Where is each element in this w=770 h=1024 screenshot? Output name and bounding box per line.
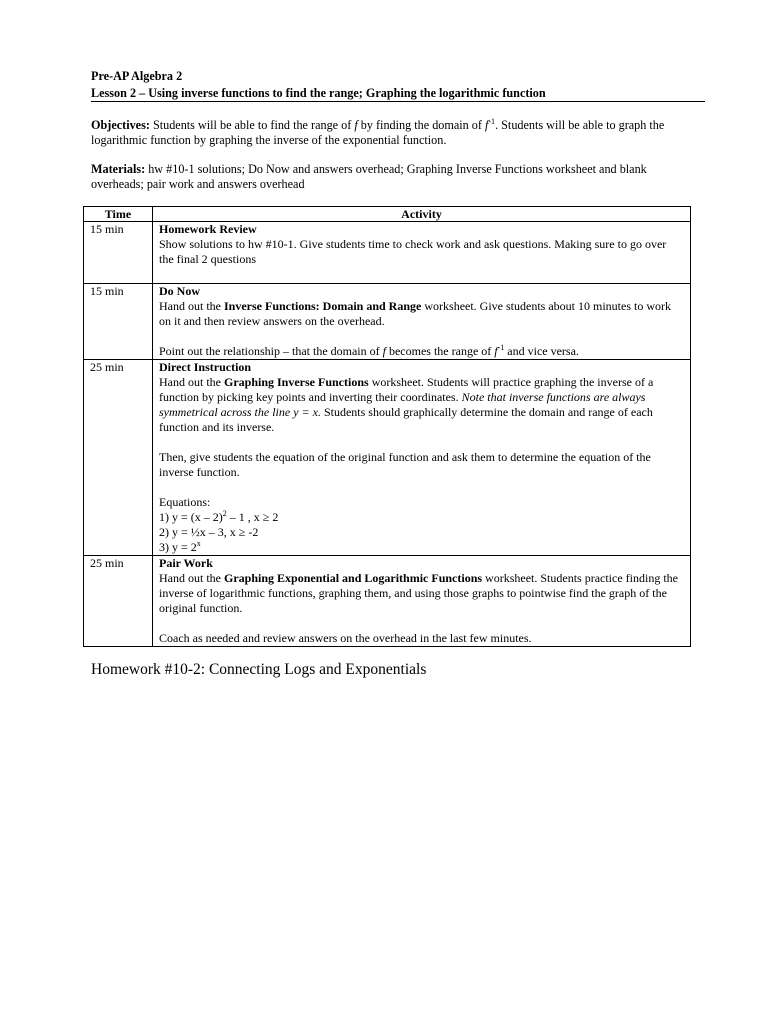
paragraph-gap [159, 329, 680, 344]
equation-text: 1) y = (x – 2) [159, 510, 223, 524]
activity-cell [153, 284, 691, 360]
equation-text: 3) y = 2 [159, 540, 197, 554]
equation-text: – 1 , x ≥ 2 [226, 510, 279, 524]
homework-assignment: Homework #10-2: Connecting Logs and Exponentials [91, 661, 427, 678]
materials-label: Materials: [91, 162, 146, 176]
activity-text: Hand out the [159, 571, 224, 585]
activity-text: worksheet. Students will practice graphing the inverse of a function by picking key points and inverting their coordinates. [159, 375, 654, 404]
objectives-f-inverse: f [485, 118, 489, 132]
function-f: f [382, 344, 386, 358]
activity-title: Pair Work [159, 556, 213, 570]
inverse-superscript: -1 [497, 343, 505, 352]
table-row [84, 284, 691, 360]
equation-3 [159, 540, 680, 555]
activity-title: Direct Instruction [159, 360, 252, 374]
materials-text: hw #10-1 solutions; Do Now and answers overhead; Graphing Inverse Functions worksheet and blank overheads; pair work and answers overhead [91, 162, 647, 191]
table-header-row [84, 207, 691, 222]
time-cell: 25 min [84, 360, 153, 556]
equation-2: 2) y = ½x – 3, x ≥ -2 [159, 525, 259, 539]
paragraph-gap [159, 435, 680, 450]
activity-text: Point out the relationship – that the domain of [159, 344, 383, 358]
activity-body: Show solutions to hw #10-1. Give students time to check work and ask questions. Making sure to go over the final 2 questions [159, 237, 667, 266]
activity-column-header: Activity [153, 207, 691, 222]
function-f-inverse: f [494, 344, 498, 358]
paragraph-gap [159, 480, 680, 495]
activity-title: Do Now [159, 284, 200, 298]
equation-exponent: 2 [222, 509, 227, 518]
activity-body [159, 299, 680, 329]
table-row [84, 222, 691, 284]
objectives-text: Students will be able to find the range of [149, 118, 355, 132]
activity-title: Homework Review [159, 222, 257, 236]
activity-text: Hand out the [159, 375, 224, 389]
lesson-activity-table [83, 206, 691, 647]
activity-text: becomes the range of [385, 344, 495, 358]
time-cell: 15 min [84, 222, 153, 284]
time-column-header: Time [84, 207, 153, 222]
activity-cell [153, 222, 691, 284]
time-cell: 25 min [84, 556, 153, 647]
activity-text: Hand out the [159, 299, 224, 313]
time-cell: 15 min [84, 284, 153, 360]
equation-1 [159, 510, 680, 525]
header-divider [91, 101, 705, 102]
activity-note-italic: Note that inverse functions are always symmetrical across the line y = x. [159, 390, 646, 419]
course-title: Pre-AP Algebra 2 [91, 69, 183, 83]
activity-note [159, 344, 680, 359]
activity-cell [153, 360, 691, 556]
objectives-f: f [354, 118, 358, 132]
objectives-text: by finding the domain of [357, 118, 485, 132]
materials-paragraph [91, 162, 697, 192]
equation-exponent: x [196, 539, 201, 548]
activity-text: worksheet. Students practice finding the inverse of logarithmic functions, graphing them, and using those graphs to pointwise find the graph of the original function. [159, 571, 678, 615]
activity-body [159, 571, 680, 616]
worksheet-name: Graphing Inverse Functions [224, 375, 369, 389]
paragraph-gap [159, 616, 680, 631]
equations-label: Equations: [159, 495, 211, 509]
objectives-label: Objectives: [91, 118, 150, 132]
activity-body: Then, give students the equation of the original function and ask them to determine the equation of the inverse function. [159, 450, 651, 479]
worksheet-name: Inverse Functions: Domain and Range [224, 299, 422, 313]
table-row [84, 556, 691, 647]
activity-text: worksheet. Give students about 10 minutes to work on it and then review answers on the overhead. [159, 299, 671, 328]
objectives-paragraph [91, 118, 697, 148]
objectives-superscript: -1 [488, 116, 496, 126]
worksheet-name: Graphing Exponential and Logarithmic Functions [224, 571, 483, 585]
activity-body [159, 375, 680, 435]
lesson-title: Lesson 2 – Using inverse functions to find the range; Graphing the logarithmic function [91, 86, 546, 100]
activity-body: Coach as needed and review answers on the overhead in the last few minutes. [159, 631, 532, 645]
activity-cell [153, 556, 691, 647]
objectives-text: . Students will be able to graph the logarithmic function by graphing the inverse of the exponential function. [91, 118, 665, 147]
activity-text: Students should graphically determine the domain and range of each function and its inverse. [159, 405, 653, 434]
table-row [84, 360, 691, 556]
activity-text: and vice versa. [504, 344, 579, 358]
